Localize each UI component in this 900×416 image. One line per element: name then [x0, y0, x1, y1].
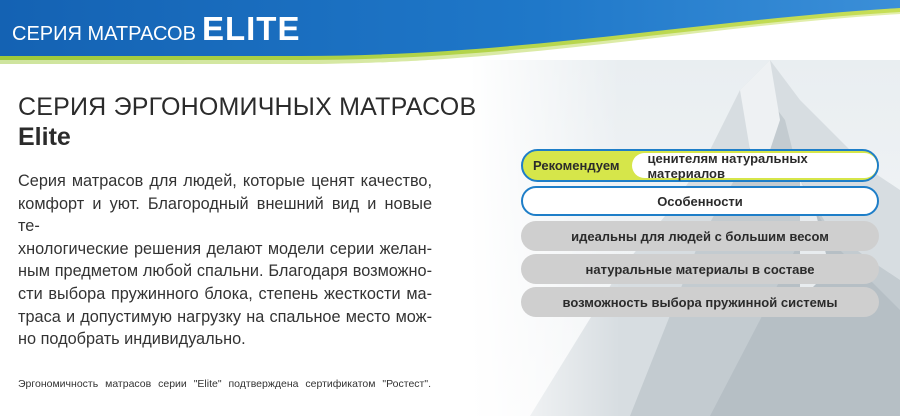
feature-item: натуральные материалы в составе: [521, 254, 879, 284]
heading-title: СЕРИЯ ЭРГОНОМИЧНЫХ МАТРАСОВ: [18, 93, 477, 121]
feature-item: возможность выбора пружинной системы: [521, 287, 879, 317]
description-line: ным предметом любой спальни. Благодаря возможно-: [18, 262, 432, 281]
section-heading: [18, 92, 476, 152]
description-paragraph: [18, 170, 432, 351]
banner-title: [12, 10, 300, 48]
description-line: траса и допустимую нагрузку на спальное место мож-: [18, 307, 432, 326]
banner-small-text: СЕРИЯ МАТРАСОВ: [12, 23, 196, 45]
banner-big-text: ELITE: [201, 10, 301, 47]
description-line: комфорт и уют. Благородный внешний вид и новые те-: [18, 194, 432, 236]
certificate-footnote: Эргономичность матрасов серии "Elite" подтверждена сертификатом "Ростест".: [18, 378, 431, 390]
recommend-value: ценителям натуральных материалов: [632, 153, 877, 178]
recommend-label: Рекомендуем: [533, 158, 620, 173]
feature-item: идеальны для людей с большим весом: [521, 221, 879, 251]
description-line: хнологические решения делают модели серии желан-: [18, 239, 432, 258]
features-title-pill: Особенности: [521, 186, 879, 216]
description-line: но подобрать индивидуально.: [18, 330, 246, 349]
description-line: Серия матрасов для людей, которые ценят качество,: [18, 172, 432, 190]
recommend-pill: [521, 149, 879, 182]
description-line: сти выбора пружинного блока, степень жесткости ма-: [18, 284, 432, 303]
series-banner: [0, 0, 900, 64]
heading-series-name: Elite: [18, 123, 71, 151]
